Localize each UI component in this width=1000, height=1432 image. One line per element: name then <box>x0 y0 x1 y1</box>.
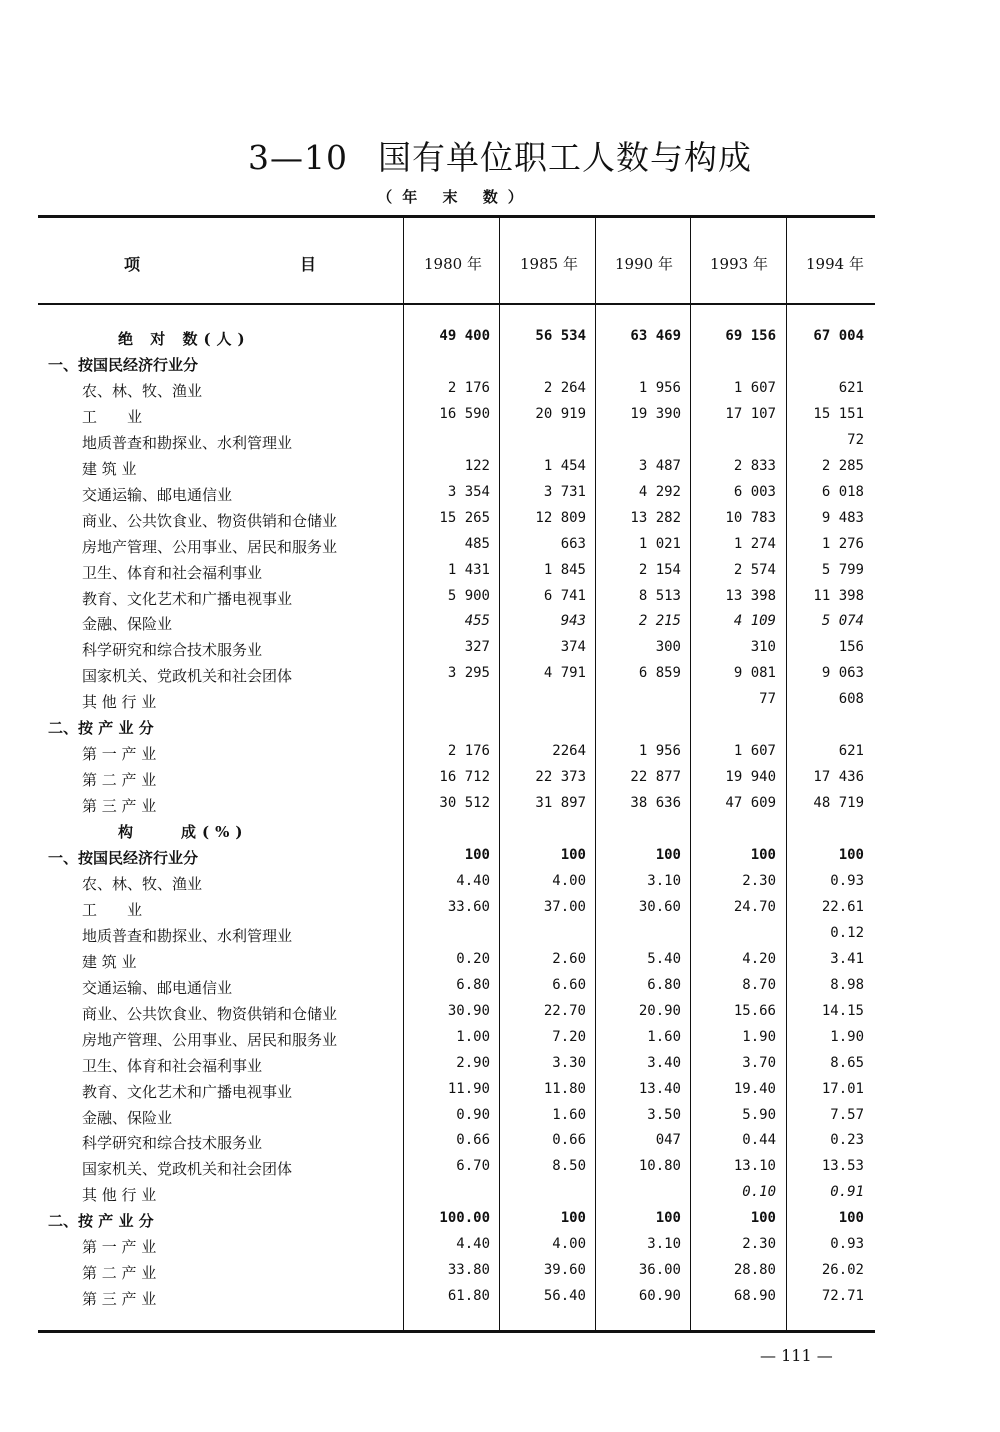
cell-value: 15 265 <box>439 509 490 526</box>
row-label: 其 他 行 业 <box>82 693 157 712</box>
row-label: 国家机关、党政机关和社会团体 <box>82 667 293 686</box>
header-item-left: 项 <box>124 255 141 274</box>
cell-value: 100 <box>750 847 776 863</box>
subtitle: （年 末 数） <box>377 188 533 206</box>
cell-value: 3.40 <box>647 1054 681 1071</box>
cell-value: 3 487 <box>638 457 681 474</box>
cell-value: 100 <box>655 847 681 863</box>
cell-value: 1 956 <box>638 379 681 396</box>
row-label: 国家机关、党政机关和社会团体 <box>82 1160 293 1179</box>
row-label: 其 他 行 业 <box>82 1186 157 1205</box>
cell-value: 0.93 <box>830 872 864 889</box>
page-number: — 111 — <box>760 1346 833 1365</box>
cell-value: 22.70 <box>543 1002 586 1019</box>
cell-value: 22.61 <box>821 898 864 915</box>
cell-value: 1 274 <box>733 535 776 552</box>
cell-value: 3.10 <box>647 872 681 889</box>
cell-value: 47 609 <box>725 795 776 812</box>
cell-value: 2 833 <box>733 457 776 474</box>
cell-value: 11.80 <box>543 1080 586 1097</box>
cell-value: 1 454 <box>543 457 586 474</box>
cell-value: 28.80 <box>733 1262 776 1279</box>
cell-value: 33.60 <box>447 898 490 915</box>
cell-value: 13.40 <box>638 1080 681 1097</box>
cell-value: 72.71 <box>821 1288 864 1305</box>
row-label: 一、按国民经济行业分 <box>48 355 199 374</box>
table-row <box>0 484 1000 510</box>
cell-value: 67 004 <box>813 328 864 344</box>
cell-value: 30.90 <box>447 1002 490 1019</box>
row-label: 二、按 产 业 分 <box>48 1212 154 1231</box>
row-label: 商业、公共饮食业、物资供销和仓储业 <box>82 1004 338 1023</box>
cell-value: 38 636 <box>630 795 681 812</box>
header-year: 1980 年 <box>424 255 482 273</box>
cell-value: 8.98 <box>830 976 864 993</box>
cell-value: 30 512 <box>439 795 490 812</box>
cell-value: 6.70 <box>456 1158 490 1175</box>
cell-value: 61.80 <box>447 1288 490 1305</box>
cell-value: 1 431 <box>447 561 490 578</box>
cell-value: 6 018 <box>821 483 864 500</box>
cell-value: 16 590 <box>439 405 490 422</box>
row-label: 地质普查和勘探业、水利管理业 <box>82 926 293 945</box>
table-row <box>0 769 1000 795</box>
cell-value: 9 483 <box>821 509 864 526</box>
cell-value: 22 373 <box>535 769 586 786</box>
cell-value: 943 <box>560 613 586 630</box>
cell-value: 1 276 <box>821 535 864 552</box>
cell-value: 0.91 <box>830 1184 864 1201</box>
cell-value: 663 <box>560 535 586 552</box>
cell-value: 8 513 <box>638 587 681 604</box>
row-label: 工 业 <box>82 407 143 426</box>
table-row <box>0 795 1000 821</box>
table-row <box>0 899 1000 925</box>
row-label: 第 一 产 业 <box>82 1238 157 1257</box>
cell-value: 4.40 <box>456 872 490 889</box>
row-label: 卫生、体育和社会福利事业 <box>82 1056 263 1075</box>
cell-value: 3.70 <box>742 1054 776 1071</box>
cell-value: 20.90 <box>638 1002 681 1019</box>
cell-value: 6.80 <box>456 976 490 993</box>
cell-value: 1.60 <box>647 1028 681 1045</box>
cell-value: 2264 <box>552 743 586 760</box>
cell-value: 9 063 <box>821 665 864 682</box>
cell-value: 19 390 <box>630 405 681 422</box>
row-label: 教育、文化艺术和广播电视事业 <box>82 589 293 608</box>
cell-value: 19.40 <box>733 1080 776 1097</box>
table-row <box>0 354 1000 380</box>
cell-value: 4 109 <box>733 613 776 630</box>
table-title: 国有单位职工人数与构成 <box>378 138 752 177</box>
row-label: 卫生、体育和社会福利事业 <box>82 563 263 582</box>
cell-value: 4.40 <box>456 1236 490 1253</box>
table-number: 3—10 <box>248 138 348 177</box>
cell-value: 11.90 <box>447 1080 490 1097</box>
table-row <box>0 665 1000 691</box>
cell-value: 15.66 <box>733 1002 776 1019</box>
cell-value: 39.60 <box>543 1262 586 1279</box>
cell-value: 3 295 <box>447 665 490 682</box>
cell-value: 2.30 <box>742 872 776 889</box>
row-label: 商业、公共饮食业、物资供销和仓储业 <box>82 511 338 530</box>
cell-value: 13 282 <box>630 509 681 526</box>
cell-value: 0.23 <box>830 1132 864 1149</box>
cell-value: 10 783 <box>725 509 776 526</box>
cell-value: 2 176 <box>447 379 490 396</box>
cell-value: 2 285 <box>821 457 864 474</box>
cell-value: 33.80 <box>447 1262 490 1279</box>
cell-value: 60.90 <box>638 1288 681 1305</box>
table-row <box>0 510 1000 536</box>
cell-value: 485 <box>464 535 490 552</box>
cell-value: 9 081 <box>733 665 776 682</box>
cell-value: 20 919 <box>535 405 586 422</box>
table-row <box>0 1055 1000 1081</box>
table-row <box>0 691 1000 717</box>
row-label: 科学研究和综合技术服务业 <box>82 1134 263 1153</box>
cell-value: 7.57 <box>830 1106 864 1123</box>
row-label: 交通运输、邮电通信业 <box>82 978 233 997</box>
table-row <box>0 406 1000 432</box>
header-year: 1994 年 <box>806 255 864 273</box>
cell-value: 14.15 <box>821 1002 864 1019</box>
table-row <box>0 1184 1000 1210</box>
table-row <box>0 1210 1000 1236</box>
cell-value: 6 859 <box>638 665 681 682</box>
cell-value: 0.93 <box>830 1236 864 1253</box>
table-row <box>0 717 1000 743</box>
cell-value: 4.00 <box>552 1236 586 1253</box>
cell-value: 7.20 <box>552 1028 586 1045</box>
cell-value: 327 <box>464 639 490 656</box>
row-label: 第 二 产 业 <box>82 1264 157 1283</box>
cell-value: 2 264 <box>543 379 586 396</box>
row-label: 一、按国民经济行业分 <box>48 849 199 867</box>
row-label: 建 筑 业 <box>82 952 137 971</box>
row-label: 构 成(%) <box>118 823 249 842</box>
cell-value: 6 003 <box>733 483 776 500</box>
table-row <box>0 1288 1000 1314</box>
cell-value: 2 215 <box>638 613 681 630</box>
cell-value: 1 845 <box>543 561 586 578</box>
table-row <box>0 639 1000 665</box>
row-label: 金融、保险业 <box>82 1108 173 1127</box>
cell-value: 4.20 <box>742 950 776 967</box>
cell-value: 0.44 <box>742 1132 776 1149</box>
cell-value: 30.60 <box>638 898 681 915</box>
cell-value: 5 900 <box>447 587 490 604</box>
cell-value: 13.10 <box>733 1158 776 1175</box>
table-row <box>0 743 1000 769</box>
bottom-rule <box>38 1330 875 1333</box>
row-label: 教育、文化艺术和广播电视事业 <box>82 1082 293 1101</box>
table-row <box>0 1003 1000 1029</box>
table-row <box>0 458 1000 484</box>
cell-value: 49 400 <box>439 328 490 344</box>
cell-value: 100 <box>655 1210 681 1227</box>
cell-value: 100 <box>838 847 864 863</box>
table-row <box>0 1029 1000 1055</box>
cell-value: 122 <box>464 457 490 474</box>
page-title <box>0 132 1000 179</box>
cell-value: 13 398 <box>725 587 776 604</box>
cell-value: 17.01 <box>821 1080 864 1097</box>
table-row <box>0 1158 1000 1184</box>
row-label: 农、林、牧、渔业 <box>82 381 203 400</box>
cell-value: 68.90 <box>733 1288 776 1305</box>
cell-value: 8.65 <box>830 1054 864 1071</box>
cell-value: 26.02 <box>821 1262 864 1279</box>
cell-value: 8.70 <box>742 976 776 993</box>
cell-value: 17 436 <box>813 769 864 786</box>
header-year: 1985 年 <box>520 255 578 273</box>
cell-value: 6 741 <box>543 587 586 604</box>
cell-value: 0.20 <box>456 950 490 967</box>
cell-value: 3.50 <box>647 1106 681 1123</box>
cell-value: 1 607 <box>733 379 776 396</box>
cell-value: 047 <box>655 1132 681 1149</box>
cell-value: 100 <box>560 1210 586 1227</box>
table-row <box>0 821 1000 847</box>
cell-value: 56.40 <box>543 1288 586 1305</box>
cell-value: 1.60 <box>552 1106 586 1123</box>
cell-value: 22 877 <box>630 769 681 786</box>
cell-value: 374 <box>560 639 586 656</box>
cell-value: 5 799 <box>821 561 864 578</box>
cell-value: 36.00 <box>638 1262 681 1279</box>
table-row <box>0 1107 1000 1133</box>
row-label: 地质普查和勘探业、水利管理业 <box>82 433 293 452</box>
cell-value: 56 534 <box>535 328 586 344</box>
cell-value: 0.66 <box>552 1132 586 1149</box>
cell-value: 100 <box>838 1210 864 1227</box>
cell-value: 3.41 <box>830 950 864 967</box>
table-row <box>0 977 1000 1003</box>
cell-value: 17 107 <box>725 405 776 422</box>
cell-value: 3.30 <box>552 1054 586 1071</box>
cell-value: 4 791 <box>543 665 586 682</box>
table-row <box>0 847 1000 873</box>
row-label: 第 二 产 业 <box>82 771 157 790</box>
cell-value: 8.50 <box>552 1158 586 1175</box>
table-row <box>0 588 1000 614</box>
cell-value: 0.10 <box>742 1184 776 1201</box>
table-row <box>0 1262 1000 1288</box>
row-label: 二、按 产 业 分 <box>48 719 154 738</box>
cell-value: 0.12 <box>830 924 864 941</box>
cell-value: 4.00 <box>552 872 586 889</box>
cell-value: 100 <box>464 847 490 863</box>
cell-value: 100 <box>560 847 586 863</box>
row-label: 房地产管理、公用事业、居民和服务业 <box>82 537 338 556</box>
cell-value: 2 574 <box>733 561 776 578</box>
table-row <box>0 925 1000 951</box>
cell-value: 2.30 <box>742 1236 776 1253</box>
row-label: 工 业 <box>82 900 143 919</box>
cell-value: 1.90 <box>830 1028 864 1045</box>
table-row <box>0 1081 1000 1107</box>
cell-value: 3 731 <box>543 483 586 500</box>
row-label: 金融、保险业 <box>82 615 173 634</box>
table-row <box>0 951 1000 977</box>
top-rule <box>38 215 875 218</box>
row-label: 绝 对 数(人) <box>118 330 251 348</box>
cell-value: 2.90 <box>456 1054 490 1071</box>
table-row <box>0 1132 1000 1158</box>
cell-value: 100 <box>750 1210 776 1227</box>
cell-value: 5.90 <box>742 1106 776 1123</box>
row-label: 农、林、牧、渔业 <box>82 874 203 893</box>
row-label: 第 三 产 业 <box>82 797 157 816</box>
cell-value: 48 719 <box>813 795 864 812</box>
cell-value: 621 <box>838 379 864 396</box>
cell-value: 0.90 <box>456 1106 490 1123</box>
cell-value: 1.90 <box>742 1028 776 1045</box>
cell-value: 621 <box>838 743 864 760</box>
cell-value: 16 712 <box>439 769 490 786</box>
cell-value: 15 151 <box>813 405 864 422</box>
cell-value: 5.40 <box>647 950 681 967</box>
cell-value: 2.60 <box>552 950 586 967</box>
cell-value: 19 940 <box>725 769 776 786</box>
cell-value: 11 398 <box>813 587 864 604</box>
header-year: 1993 年 <box>710 255 768 273</box>
cell-value: 2 154 <box>638 561 681 578</box>
row-label: 房地产管理、公用事业、居民和服务业 <box>82 1030 338 1049</box>
table-row <box>0 328 1000 354</box>
cell-value: 0.66 <box>456 1132 490 1149</box>
table-row <box>0 380 1000 406</box>
header-rule <box>38 303 875 305</box>
cell-value: 310 <box>750 639 776 656</box>
cell-value: 608 <box>838 691 864 708</box>
cell-value: 100.00 <box>439 1210 490 1227</box>
cell-value: 300 <box>655 639 681 656</box>
cell-value: 13.53 <box>821 1158 864 1175</box>
cell-value: 3 354 <box>447 483 490 500</box>
cell-value: 24.70 <box>733 898 776 915</box>
cell-value: 3.10 <box>647 1236 681 1253</box>
header-item-right: 目 <box>300 255 317 274</box>
cell-value: 455 <box>464 613 490 630</box>
cell-value: 1 607 <box>733 743 776 760</box>
cell-value: 63 469 <box>630 328 681 344</box>
cell-value: 10.80 <box>638 1158 681 1175</box>
cell-value: 37.00 <box>543 898 586 915</box>
table-row <box>0 613 1000 639</box>
row-label: 第 三 产 业 <box>82 1290 157 1309</box>
cell-value: 1 956 <box>638 743 681 760</box>
cell-value: 69 156 <box>725 328 776 344</box>
cell-value: 1 021 <box>638 535 681 552</box>
cell-value: 2 176 <box>447 743 490 760</box>
cell-value: 31 897 <box>535 795 586 812</box>
cell-value: 1.00 <box>456 1028 490 1045</box>
cell-value: 5 074 <box>821 613 864 630</box>
table-row <box>0 562 1000 588</box>
cell-value: 4 292 <box>638 483 681 500</box>
header-year: 1990 年 <box>615 255 673 273</box>
table-row <box>0 1236 1000 1262</box>
cell-value: 72 <box>847 431 864 448</box>
row-label: 第 一 产 业 <box>82 745 157 764</box>
table-row <box>0 873 1000 899</box>
row-label: 科学研究和综合技术服务业 <box>82 641 263 660</box>
cell-value: 6.80 <box>647 976 681 993</box>
cell-value: 12 809 <box>535 509 586 526</box>
row-label: 交通运输、邮电通信业 <box>82 485 233 504</box>
row-label: 建 筑 业 <box>82 459 137 478</box>
table-row <box>0 432 1000 458</box>
cell-value: 6.60 <box>552 976 586 993</box>
cell-value: 77 <box>759 691 776 708</box>
cell-value: 156 <box>838 639 864 656</box>
table-row <box>0 536 1000 562</box>
